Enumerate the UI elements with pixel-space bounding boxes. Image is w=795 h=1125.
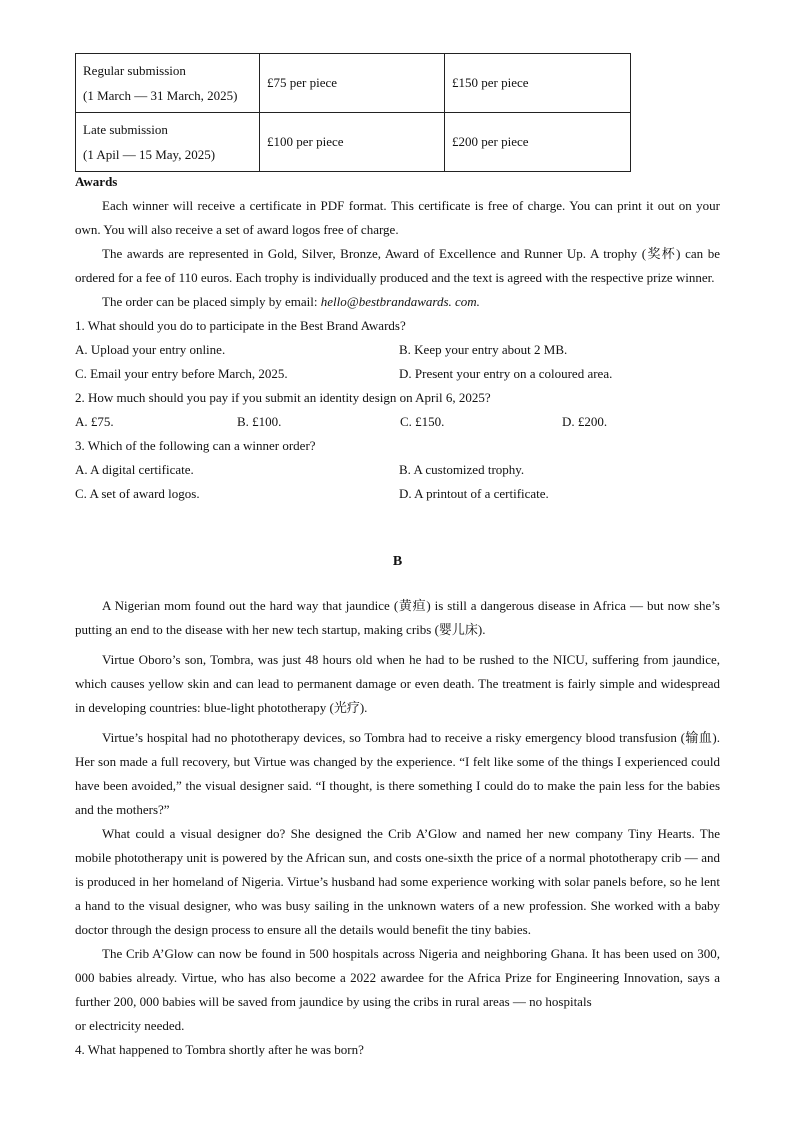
option-a: A. Upload your entry online.	[75, 342, 226, 357]
fee-table	[75, 53, 631, 172]
table-cell-period	[76, 113, 260, 172]
awards-order-paragraph	[75, 290, 720, 314]
awards-paragraph: Each winner will receive a certificate in PDF format. This certificate is free of charge. You can print it out on your own. You will also receive a set of award logos free of charge.	[75, 198, 720, 237]
option-a: A. £75.	[75, 414, 114, 429]
table-cell-fee: £100 per piece	[260, 113, 445, 172]
option-b: B. £100.	[237, 414, 282, 429]
awards-section	[75, 170, 720, 506]
period-dates: (1 March — 31 March, 2025)	[83, 88, 238, 103]
question-options	[75, 458, 720, 506]
table-row	[76, 54, 631, 113]
option-b: B. Keep your entry about 2 MB.	[399, 342, 568, 357]
question-stem: 4. What happened to Tombra shortly after he was born?	[75, 1042, 364, 1057]
passage-paragraph: or electricity needed.	[75, 1018, 185, 1033]
passage-paragraph: What could a visual designer do? She designed the Crib A’Glow and named her new company Tiny Hearts. The mobile phototherapy unit is powered by the African sun, and costs one-sixth the price of a normal phototherapy crib — and is produced in her homeland of Nigeria. Virtue’s husband had some experience working with solar panels before, so he lent a hand to the visual designer, who was busy sailing in the unknown waters of a new profession. She worked with a baby doctor through the design process to ensure all the details would benefit the tiny babies.	[75, 826, 720, 937]
option-c: C. Email your entry before March, 2025.	[75, 366, 288, 381]
awards-paragraph: The awards are represented in Gold, Silver, Bronze, Award of Excellence and Runner Up. A trophy (奖杯) can be ordered for a fee of 110 euros. Each trophy is individually produced and the text is agreed with the respective prize winner.	[75, 246, 720, 285]
option-a: A. A digital certificate.	[75, 462, 194, 477]
awards-heading: Awards	[75, 174, 118, 189]
question-stem: 2. How much should you pay if you submit an identity design on April 6, 2025?	[75, 390, 491, 405]
question-stem: 3. Which of the following can a winner order?	[75, 438, 316, 453]
option-d: D. £200.	[562, 414, 608, 429]
option-c: C. A set of award logos.	[75, 486, 200, 501]
section-b-heading: B	[392, 554, 403, 569]
period-label: Late submission	[83, 122, 168, 137]
passage-paragraph: Virtue’s hospital had no phototherapy devices, so Tombra had to receive a risky emergency blood transfusion (输血). Her son made a full recovery, but Virtue was changed by the experience. “I felt like some of the things I experienced could have been avoided,” the visual designer said. “I thought, is there something I could do to make the pain less for the babies and the mothers?”	[75, 730, 720, 817]
option-c: C. £150.	[400, 414, 445, 429]
question-options	[75, 338, 720, 386]
option-b: B. A customized trophy.	[399, 462, 525, 477]
section-b	[75, 536, 720, 1062]
order-text: The order can be placed simply by email:	[102, 294, 321, 309]
table-cell-period	[76, 54, 260, 113]
table-cell-fee: £200 per piece	[445, 113, 631, 172]
table-row	[76, 113, 631, 172]
period-dates: (1 Apil — 15 May, 2025)	[83, 147, 216, 162]
question-options	[75, 410, 720, 434]
period-label: Regular submission	[83, 63, 186, 78]
question-stem: 1. What should you do to participate in the Best Brand Awards?	[75, 318, 406, 333]
option-d: D. Present your entry on a coloured area.	[399, 366, 613, 381]
option-d: D. A printout of a certificate.	[399, 486, 549, 501]
passage-paragraph: The Crib A’Glow can now be found in 500 hospitals across Nigeria and neighboring Ghana. It has been used on 300, 000 babies already. Virtue, who has also become a 2022 awardee for the Africa Prize for Engineering Innovation, says a further 200, 000 babies will be saved from jaundice by using the cribs in rural areas — no hospitals	[75, 946, 720, 1009]
table-cell-fee: £150 per piece	[445, 54, 631, 113]
passage-paragraph: Virtue Oboro’s son, Tombra, was just 48 hours old when he had to be rushed to the NICU, suffering from jaundice, which causes yellow skin and can lead to permanent damage or even death. The treatment is fairly simple and widespread in developing countries: blue-light phototherapy (光疗).	[75, 652, 720, 715]
order-email: hello@bestbrandawards. com.	[320, 294, 480, 309]
table-cell-fee: £75 per piece	[260, 54, 445, 113]
passage-paragraph: A Nigerian mom found out the hard way that jaundice (黄疸) is still a dangerous disease in Africa — but now she’s putting an end to the disease with her new tech startup, making cribs (婴儿床).	[75, 598, 720, 637]
